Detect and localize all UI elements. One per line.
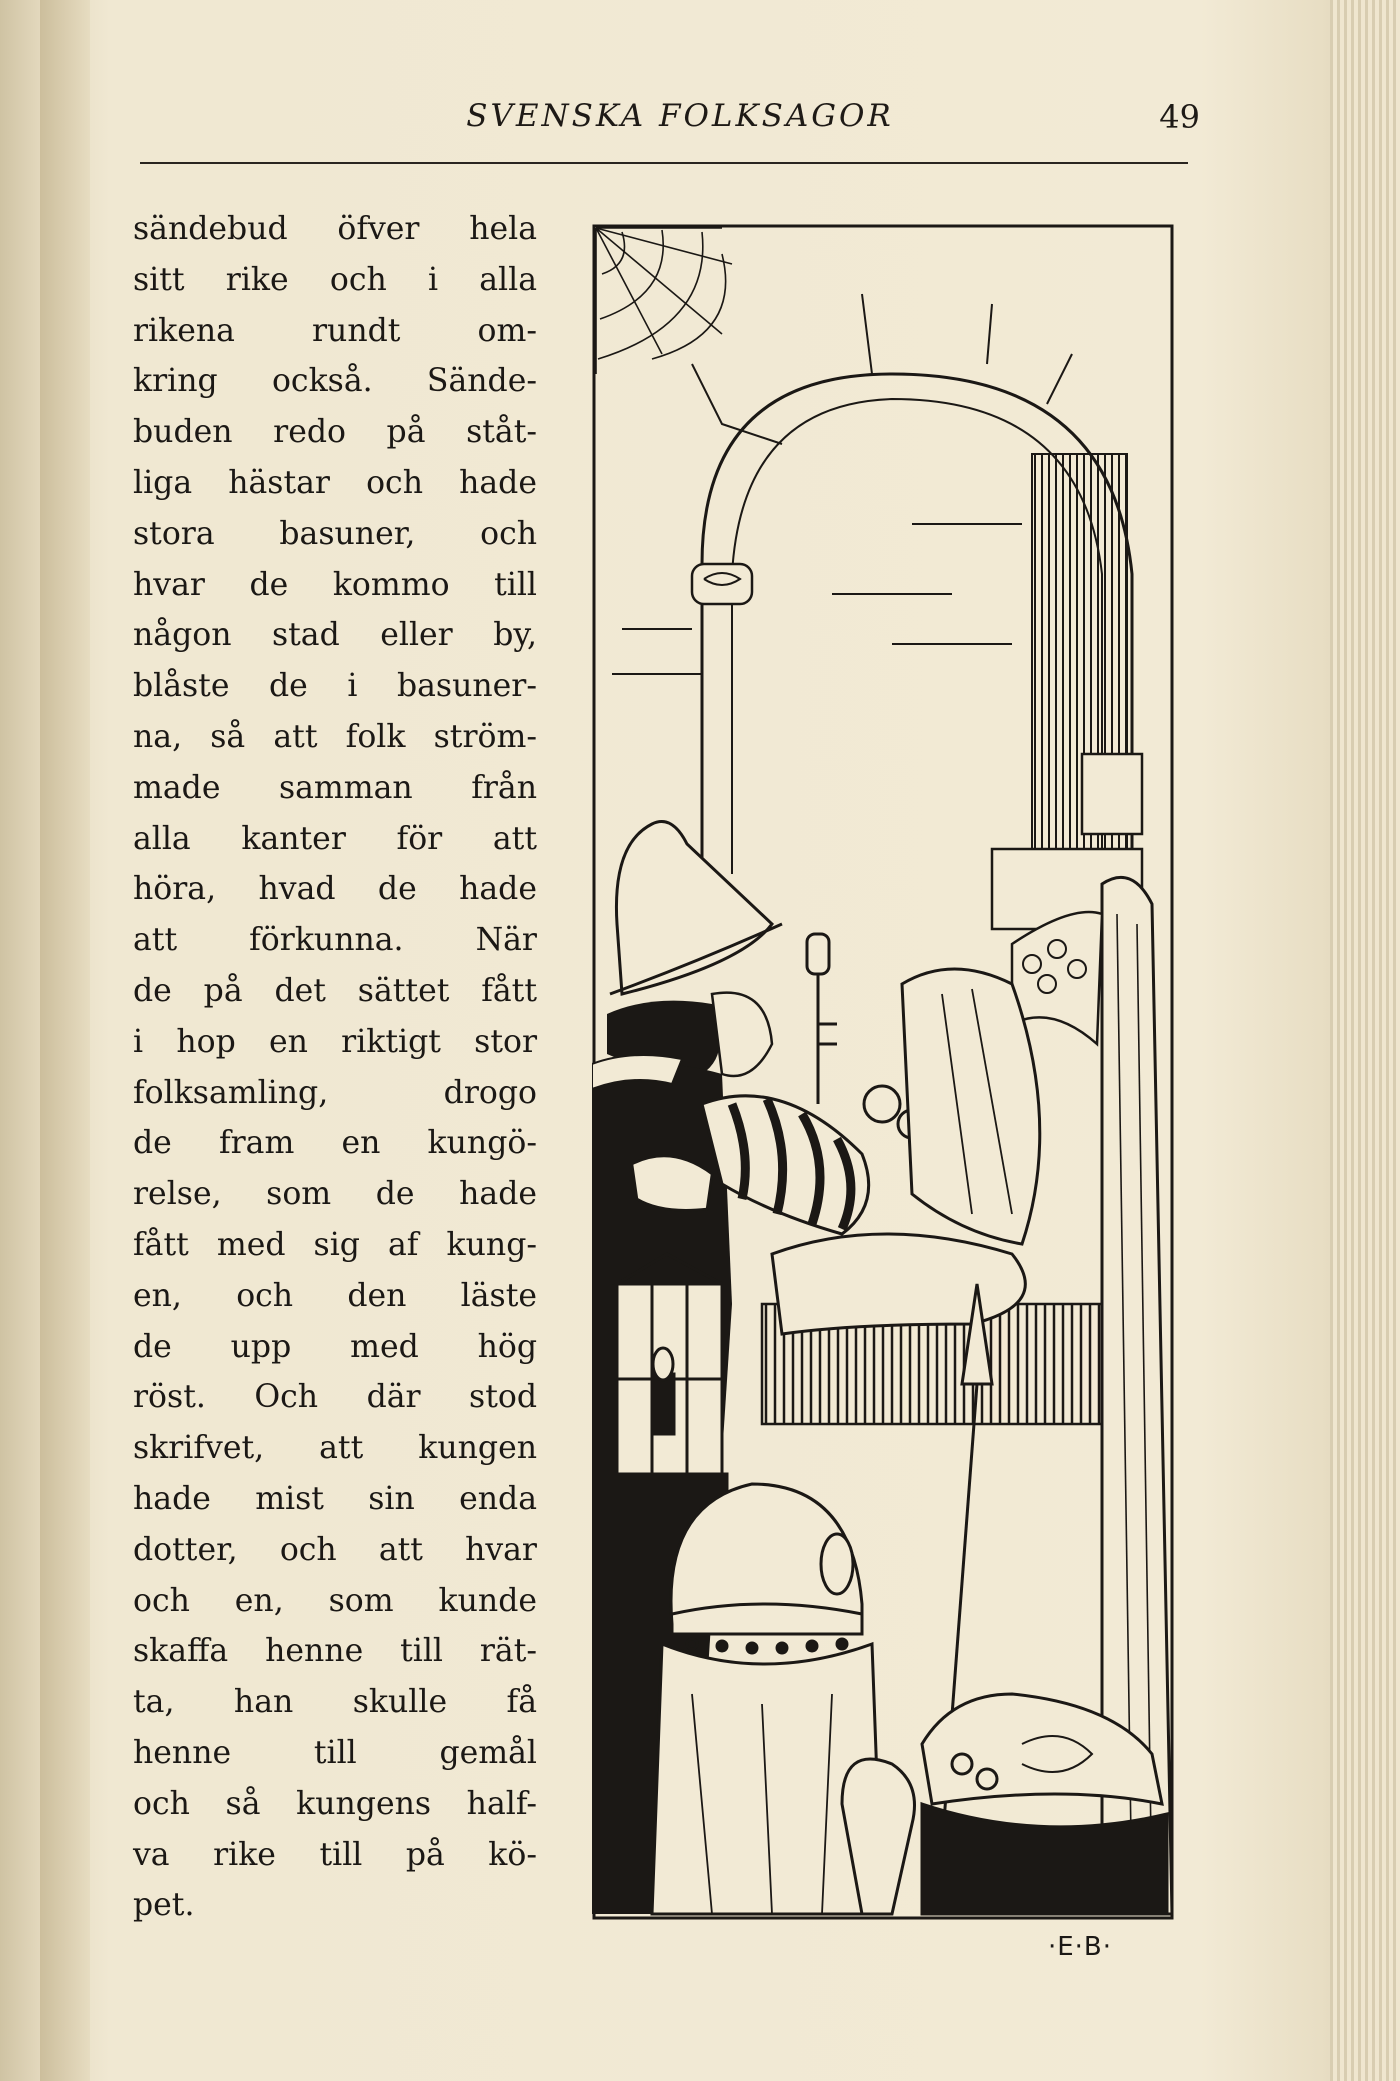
- text-line: blåste de i basuner-: [133, 668, 537, 705]
- artist-monogram: ·E·B·: [1047, 1932, 1113, 1962]
- text-line: och en, som kunde: [133, 1582, 537, 1619]
- text-line: pet.: [133, 1887, 195, 1924]
- text-line: na, så att folk ström-: [133, 718, 537, 755]
- soldier-helmet: [652, 1484, 882, 1914]
- illustration-herald-at-window: [592, 224, 1176, 1924]
- text-line: relse, som de hade: [133, 1176, 537, 1213]
- text-line: i hop en riktigt stor: [133, 1023, 537, 1060]
- illustration-drawing: [592, 224, 1176, 1924]
- text-line: de på det sättet fått: [133, 972, 537, 1009]
- lantern: [612, 1254, 727, 1496]
- text-line: att förkunna. När: [133, 922, 537, 959]
- text-line: kring också. Sände-: [133, 363, 537, 400]
- text-line: de upp med hög: [133, 1328, 537, 1365]
- book-gutter: [40, 0, 90, 2081]
- text-line: röst. Och där stod: [133, 1379, 537, 1416]
- text-line: hade mist sin enda: [133, 1480, 537, 1517]
- text-line: ta, han skulle få: [133, 1684, 537, 1721]
- text-line: någon stad eller by,: [133, 617, 537, 654]
- text-line: de fram en kungö-: [133, 1125, 537, 1162]
- text-line: buden redo på ståt-: [133, 414, 537, 451]
- text-line: alla kanter för att: [133, 820, 537, 857]
- header-rule: [140, 162, 1188, 164]
- text-line: skaffa henne till rät-: [133, 1633, 537, 1670]
- page-edges: [1330, 0, 1400, 2081]
- text-line: en, och den läste: [133, 1277, 537, 1314]
- text-line: va rike till på kö-: [133, 1836, 537, 1873]
- body-text-column: [133, 204, 537, 1931]
- text-line: fått med sig af kung-: [133, 1226, 537, 1263]
- text-line: skrifvet, att kungen: [133, 1430, 537, 1467]
- text-line: dotter, och att hvar: [133, 1531, 537, 1568]
- text-line: hvar de kommo till: [133, 566, 537, 603]
- text-line: henne till gemål: [133, 1734, 537, 1771]
- text-line: liga hästar och hade: [133, 464, 537, 501]
- arched-window: [612, 374, 1142, 929]
- text-line: och så kungens half-: [133, 1785, 537, 1822]
- text-line: rikena rundt om-: [133, 312, 537, 349]
- text-line: folksamling, drogo: [133, 1074, 537, 1111]
- running-title: SVENSKA FOLKSAGOR: [466, 98, 894, 134]
- text-line: stora basuner, och: [133, 515, 537, 552]
- text-line: sändebud öfver hela: [133, 211, 537, 247]
- cobweb: [596, 228, 732, 374]
- text-line: höra, hvad de hade: [133, 871, 537, 908]
- page-number: 49: [1159, 98, 1200, 136]
- text-line: sitt rike och i alla: [133, 261, 537, 298]
- text-line: made samman från: [133, 769, 537, 806]
